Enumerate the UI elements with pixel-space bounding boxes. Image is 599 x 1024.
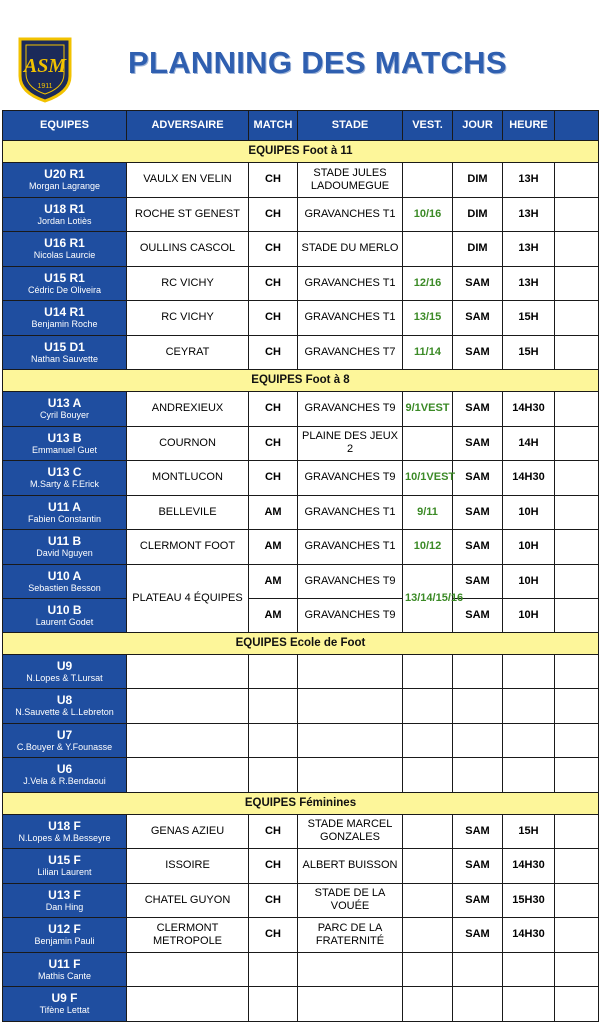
vest-cell — [403, 987, 453, 1022]
table-row — [3, 814, 599, 849]
extra-cell — [555, 814, 599, 849]
adversaire-cell: GENAS AZIEU — [127, 814, 249, 849]
coach-name: Laurent Godet — [35, 616, 94, 627]
team-cell — [3, 426, 127, 461]
heure-cell: 10H — [503, 530, 555, 565]
team-cell — [3, 232, 127, 267]
heure-cell: 15H — [503, 814, 555, 849]
team-name: U6 — [56, 762, 73, 777]
page-title: PLANNING DES MATCHS — [128, 45, 507, 80]
table-row — [3, 918, 599, 953]
section-row-foot8 — [3, 370, 599, 392]
heure-cell: 14H30 — [503, 918, 555, 953]
vest-cell — [403, 232, 453, 267]
adversaire-cell — [127, 654, 249, 689]
heure-cell — [503, 758, 555, 793]
coach-name: Morgan Lagrange — [28, 181, 101, 192]
table-row — [3, 392, 599, 427]
table-row — [3, 461, 599, 496]
heure-cell: 15H — [503, 301, 555, 336]
vest-cell — [403, 163, 453, 198]
col-header-vest: VEST. — [403, 111, 453, 141]
heure-cell — [503, 952, 555, 987]
team-name: U18 R1 — [44, 201, 85, 216]
vest-cell — [403, 758, 453, 793]
jour-cell — [453, 689, 503, 724]
stade-cell — [298, 689, 403, 724]
vest-cell — [403, 952, 453, 987]
team-cell — [3, 163, 127, 198]
stade-cell: STADE DU MERLO — [298, 232, 403, 267]
stade-cell: PLAINE DES JEUX 2 — [298, 426, 403, 461]
table-row — [3, 266, 599, 301]
planning-table — [2, 110, 599, 1022]
vest-cell: 10/1VEST — [403, 461, 453, 496]
coach-name: Jordan Lotiès — [37, 215, 92, 226]
jour-cell: SAM — [453, 849, 503, 884]
stade-cell: GRAVANCHES T1 — [298, 530, 403, 565]
adversaire-cell: ISSOIRE — [127, 849, 249, 884]
heure-cell: 14H — [503, 426, 555, 461]
adversaire-cell: MONTLUCON — [127, 461, 249, 496]
team-name: U15 R1 — [44, 270, 85, 285]
vest-cell: 13/14/15/16 — [403, 564, 453, 632]
col-header-equipes: EQUIPES — [3, 111, 127, 141]
match-cell: AM — [249, 598, 298, 632]
jour-cell: SAM — [453, 426, 503, 461]
stade-cell: STADE JULES LADOUMEGUE — [298, 163, 403, 198]
stade-cell: GRAVANCHES T1 — [298, 266, 403, 301]
match-cell: AM — [249, 530, 298, 565]
stade-cell: GRAVANCHES T1 — [298, 197, 403, 232]
extra-cell — [555, 987, 599, 1022]
stade-cell: GRAVANCHES T9 — [298, 461, 403, 496]
coach-name: Emmanuel Guet — [31, 444, 98, 455]
heure-cell — [503, 654, 555, 689]
match-cell — [249, 723, 298, 758]
adversaire-cell: OULLINS CASCOL — [127, 232, 249, 267]
match-cell — [249, 987, 298, 1022]
table-row — [3, 564, 599, 598]
jour-cell: SAM — [453, 461, 503, 496]
vest-cell — [403, 883, 453, 918]
heure-cell: 10H — [503, 564, 555, 598]
stade-cell: ALBERT BUISSON — [298, 849, 403, 884]
stade-cell: GRAVANCHES T1 — [298, 301, 403, 336]
table-row — [3, 301, 599, 336]
adversaire-cell: CEYRAT — [127, 335, 249, 370]
match-cell: CH — [249, 918, 298, 953]
table-row — [3, 335, 599, 370]
extra-cell — [555, 689, 599, 724]
stade-cell: PARC DE LA FRATERNITÉ — [298, 918, 403, 953]
col-header-adversaire: ADVERSAIRE — [127, 111, 249, 141]
extra-cell — [555, 598, 599, 632]
heure-cell: 10H — [503, 495, 555, 530]
extra-cell — [555, 335, 599, 370]
table-row — [3, 758, 599, 793]
coach-name: Lilian Laurent — [37, 867, 92, 878]
match-cell: CH — [249, 461, 298, 496]
stade-cell: GRAVANCHES T7 — [298, 335, 403, 370]
stade-cell — [298, 654, 403, 689]
vest-cell: 11/14 — [403, 335, 453, 370]
extra-cell — [555, 952, 599, 987]
vest-cell: 13/15 — [403, 301, 453, 336]
coach-name: David Nguyen — [36, 548, 93, 559]
stade-cell: STADE MARCEL GONZALES — [298, 814, 403, 849]
extra-cell — [555, 163, 599, 198]
vest-cell — [403, 426, 453, 461]
heure-cell: 13H — [503, 266, 555, 301]
extra-cell — [555, 426, 599, 461]
section-title: EQUIPES Féminines — [3, 792, 599, 814]
stade-cell — [298, 987, 403, 1022]
match-cell — [249, 758, 298, 793]
vest-cell — [403, 849, 453, 884]
match-cell: CH — [249, 814, 298, 849]
team-name: U15 F — [48, 853, 81, 868]
table-row — [3, 163, 599, 198]
team-cell — [3, 654, 127, 689]
stade-cell: GRAVANCHES T9 — [298, 598, 403, 632]
extra-cell — [555, 564, 599, 598]
team-cell — [3, 883, 127, 918]
coach-name: Sebastien Besson — [28, 582, 101, 593]
stade-cell — [298, 952, 403, 987]
coach-name: Mathis Cante — [37, 970, 92, 981]
header-row — [3, 111, 599, 141]
stade-cell: GRAVANCHES T9 — [298, 392, 403, 427]
heure-cell: 15H30 — [503, 883, 555, 918]
vest-cell: 10/12 — [403, 530, 453, 565]
team-cell — [3, 335, 127, 370]
heure-cell: 13H — [503, 163, 555, 198]
team-name: U15 D1 — [44, 339, 85, 354]
table-row — [3, 530, 599, 565]
extra-cell — [555, 654, 599, 689]
team-cell — [3, 266, 127, 301]
table-row — [3, 598, 599, 632]
coach-name: J.Vela & R.Bendaoui — [23, 776, 106, 787]
adversaire-cell: VAULX EN VELIN — [127, 163, 249, 198]
match-cell — [249, 952, 298, 987]
jour-cell: SAM — [453, 495, 503, 530]
jour-cell: SAM — [453, 564, 503, 598]
page-header — [0, 0, 558, 110]
jour-cell: SAM — [453, 918, 503, 953]
extra-cell — [555, 301, 599, 336]
team-name: U13 B — [47, 430, 82, 445]
adversaire-cell: CLERMONT FOOT — [127, 530, 249, 565]
adversaire-cell — [127, 723, 249, 758]
jour-cell — [453, 654, 503, 689]
stade-cell: GRAVANCHES T9 — [298, 564, 403, 598]
match-cell: CH — [249, 883, 298, 918]
vest-cell: 12/16 — [403, 266, 453, 301]
section-row-feminines — [3, 792, 599, 814]
jour-cell: DIM — [453, 163, 503, 198]
team-name: U8 — [56, 693, 73, 708]
table-row — [3, 232, 599, 267]
team-cell — [3, 495, 127, 530]
team-cell — [3, 814, 127, 849]
table-row — [3, 883, 599, 918]
team-cell — [3, 849, 127, 884]
team-name: U18 F — [48, 818, 81, 833]
team-name: U13 F — [48, 887, 81, 902]
match-cell: AM — [249, 495, 298, 530]
vest-cell — [403, 723, 453, 758]
table-row — [3, 689, 599, 724]
heure-cell: 13H — [503, 232, 555, 267]
jour-cell: SAM — [453, 530, 503, 565]
heure-cell: 13H — [503, 197, 555, 232]
vest-cell: 9/1VEST — [403, 392, 453, 427]
heure-cell: 14H30 — [503, 392, 555, 427]
team-name: U13 C — [47, 465, 82, 480]
team-cell — [3, 987, 127, 1022]
table-row — [3, 987, 599, 1022]
coach-name: Benjamin Pauli — [34, 936, 95, 947]
team-name: U7 — [56, 727, 73, 742]
match-cell: CH — [249, 849, 298, 884]
extra-cell — [555, 849, 599, 884]
stade-cell — [298, 758, 403, 793]
coach-name: M.Sarty & F.Erick — [29, 479, 99, 490]
logo-text: ASM — [23, 55, 67, 77]
extra-cell — [555, 266, 599, 301]
match-cell: CH — [249, 266, 298, 301]
team-name: U11 A — [48, 499, 81, 514]
match-cell: CH — [249, 232, 298, 267]
table-row — [3, 495, 599, 530]
team-cell — [3, 530, 127, 565]
section-row-ecole — [3, 632, 599, 654]
extra-cell — [555, 495, 599, 530]
adversaire-cell — [127, 987, 249, 1022]
heure-cell: 14H30 — [503, 849, 555, 884]
col-header-stade: STADE — [298, 111, 403, 141]
team-name: U16 R1 — [44, 236, 85, 251]
section-title: EQUIPES Foot à 11 — [3, 141, 599, 163]
team-name: U9 F — [51, 991, 78, 1006]
col-header-jour: JOUR — [453, 111, 503, 141]
extra-cell — [555, 530, 599, 565]
team-cell — [3, 197, 127, 232]
coach-name: Nicolas Laurcie — [33, 250, 96, 261]
table-row — [3, 197, 599, 232]
adversaire-cell — [127, 758, 249, 793]
team-name: U11 B — [47, 534, 82, 549]
match-cell — [249, 689, 298, 724]
team-cell — [3, 952, 127, 987]
section-title: EQUIPES Foot à 8 — [3, 370, 599, 392]
team-cell — [3, 564, 127, 598]
coach-name: N.Lopes & T.Lursat — [26, 672, 103, 683]
coach-name: N.Lopes & M.Besseyre — [18, 832, 111, 843]
team-cell — [3, 461, 127, 496]
table-row — [3, 426, 599, 461]
team-cell — [3, 723, 127, 758]
jour-cell: SAM — [453, 814, 503, 849]
team-name: U10 B — [47, 602, 82, 617]
team-cell — [3, 301, 127, 336]
jour-cell: SAM — [453, 301, 503, 336]
adversaire-cell: COURNON — [127, 426, 249, 461]
section-row-foot11 — [3, 141, 599, 163]
jour-cell: SAM — [453, 266, 503, 301]
team-name: U20 R1 — [44, 167, 85, 182]
table-row — [3, 952, 599, 987]
heure-cell: 15H — [503, 335, 555, 370]
vest-cell — [403, 654, 453, 689]
jour-cell — [453, 723, 503, 758]
adversaire-cell: ROCHE ST GENEST — [127, 197, 249, 232]
table-row — [3, 654, 599, 689]
extra-cell — [555, 232, 599, 267]
team-cell — [3, 598, 127, 632]
team-name: U12 F — [48, 922, 81, 937]
jour-cell: SAM — [453, 598, 503, 632]
stade-cell: GRAVANCHES T1 — [298, 495, 403, 530]
extra-cell — [555, 918, 599, 953]
jour-cell: SAM — [453, 392, 503, 427]
adversaire-cell: CHATEL GUYON — [127, 883, 249, 918]
match-cell — [249, 654, 298, 689]
jour-cell: SAM — [453, 335, 503, 370]
heure-cell: 10H — [503, 598, 555, 632]
match-cell: CH — [249, 163, 298, 198]
adversaire-cell: RC VICHY — [127, 301, 249, 336]
coach-name: Cyril Bouyer — [39, 410, 89, 421]
match-cell: CH — [249, 335, 298, 370]
adversaire-cell: ANDREXIEUX — [127, 392, 249, 427]
stade-cell: STADE DE LA VOUÉE — [298, 883, 403, 918]
coach-name: Cédric De Oliveira — [27, 284, 102, 295]
coach-name: C.Bouyer & Y.Founasse — [16, 741, 113, 752]
table-row — [3, 723, 599, 758]
team-cell — [3, 392, 127, 427]
vest-cell: 10/16 — [403, 197, 453, 232]
coach-name: Dan Hing — [45, 901, 84, 912]
match-cell: CH — [249, 301, 298, 336]
coach-name: N.Sauvette & L.Lebreton — [15, 707, 114, 718]
jour-cell: DIM — [453, 197, 503, 232]
team-name: U14 R1 — [44, 305, 85, 320]
jour-cell: SAM — [453, 883, 503, 918]
stade-cell — [298, 723, 403, 758]
club-logo — [17, 36, 73, 102]
match-cell: CH — [249, 392, 298, 427]
heure-cell — [503, 689, 555, 724]
adversaire-cell: RC VICHY — [127, 266, 249, 301]
col-header-extra — [555, 111, 599, 141]
team-cell — [3, 918, 127, 953]
match-cell: CH — [249, 426, 298, 461]
table-row — [3, 849, 599, 884]
adversaire-cell: CLERMONT METROPOLE — [127, 918, 249, 953]
coach-name: Tifène Lettat — [39, 1005, 90, 1016]
vest-cell — [403, 918, 453, 953]
jour-cell — [453, 952, 503, 987]
extra-cell — [555, 461, 599, 496]
vest-cell — [403, 814, 453, 849]
extra-cell — [555, 197, 599, 232]
extra-cell — [555, 723, 599, 758]
extra-cell — [555, 883, 599, 918]
section-title: EQUIPES Ecole de Foot — [3, 632, 599, 654]
heure-cell — [503, 723, 555, 758]
coach-name: Nathan Sauvette — [30, 353, 99, 364]
coach-name: Fabien Constantin — [27, 513, 102, 524]
coach-name: Benjamin Roche — [31, 319, 98, 330]
adversaire-cell — [127, 952, 249, 987]
team-name: U13 A — [47, 396, 82, 411]
logo-year: 1911 — [37, 83, 53, 90]
heure-cell — [503, 987, 555, 1022]
team-name: U9 — [56, 658, 73, 673]
match-cell: CH — [249, 197, 298, 232]
jour-cell — [453, 758, 503, 793]
col-header-heure: HEURE — [503, 111, 555, 141]
jour-cell — [453, 987, 503, 1022]
extra-cell — [555, 392, 599, 427]
team-cell — [3, 689, 127, 724]
adversaire-cell: PLATEAU 4 ÉQUIPES — [127, 564, 249, 632]
jour-cell: DIM — [453, 232, 503, 267]
adversaire-cell: BELLEVILE — [127, 495, 249, 530]
team-cell — [3, 758, 127, 793]
team-name: U10 A — [47, 568, 82, 583]
team-name: U11 F — [48, 956, 81, 971]
vest-cell — [403, 689, 453, 724]
col-header-match: MATCH — [249, 111, 298, 141]
heure-cell: 14H30 — [503, 461, 555, 496]
extra-cell — [555, 758, 599, 793]
vest-cell: 9/11 — [403, 495, 453, 530]
match-cell: AM — [249, 564, 298, 598]
adversaire-cell — [127, 689, 249, 724]
